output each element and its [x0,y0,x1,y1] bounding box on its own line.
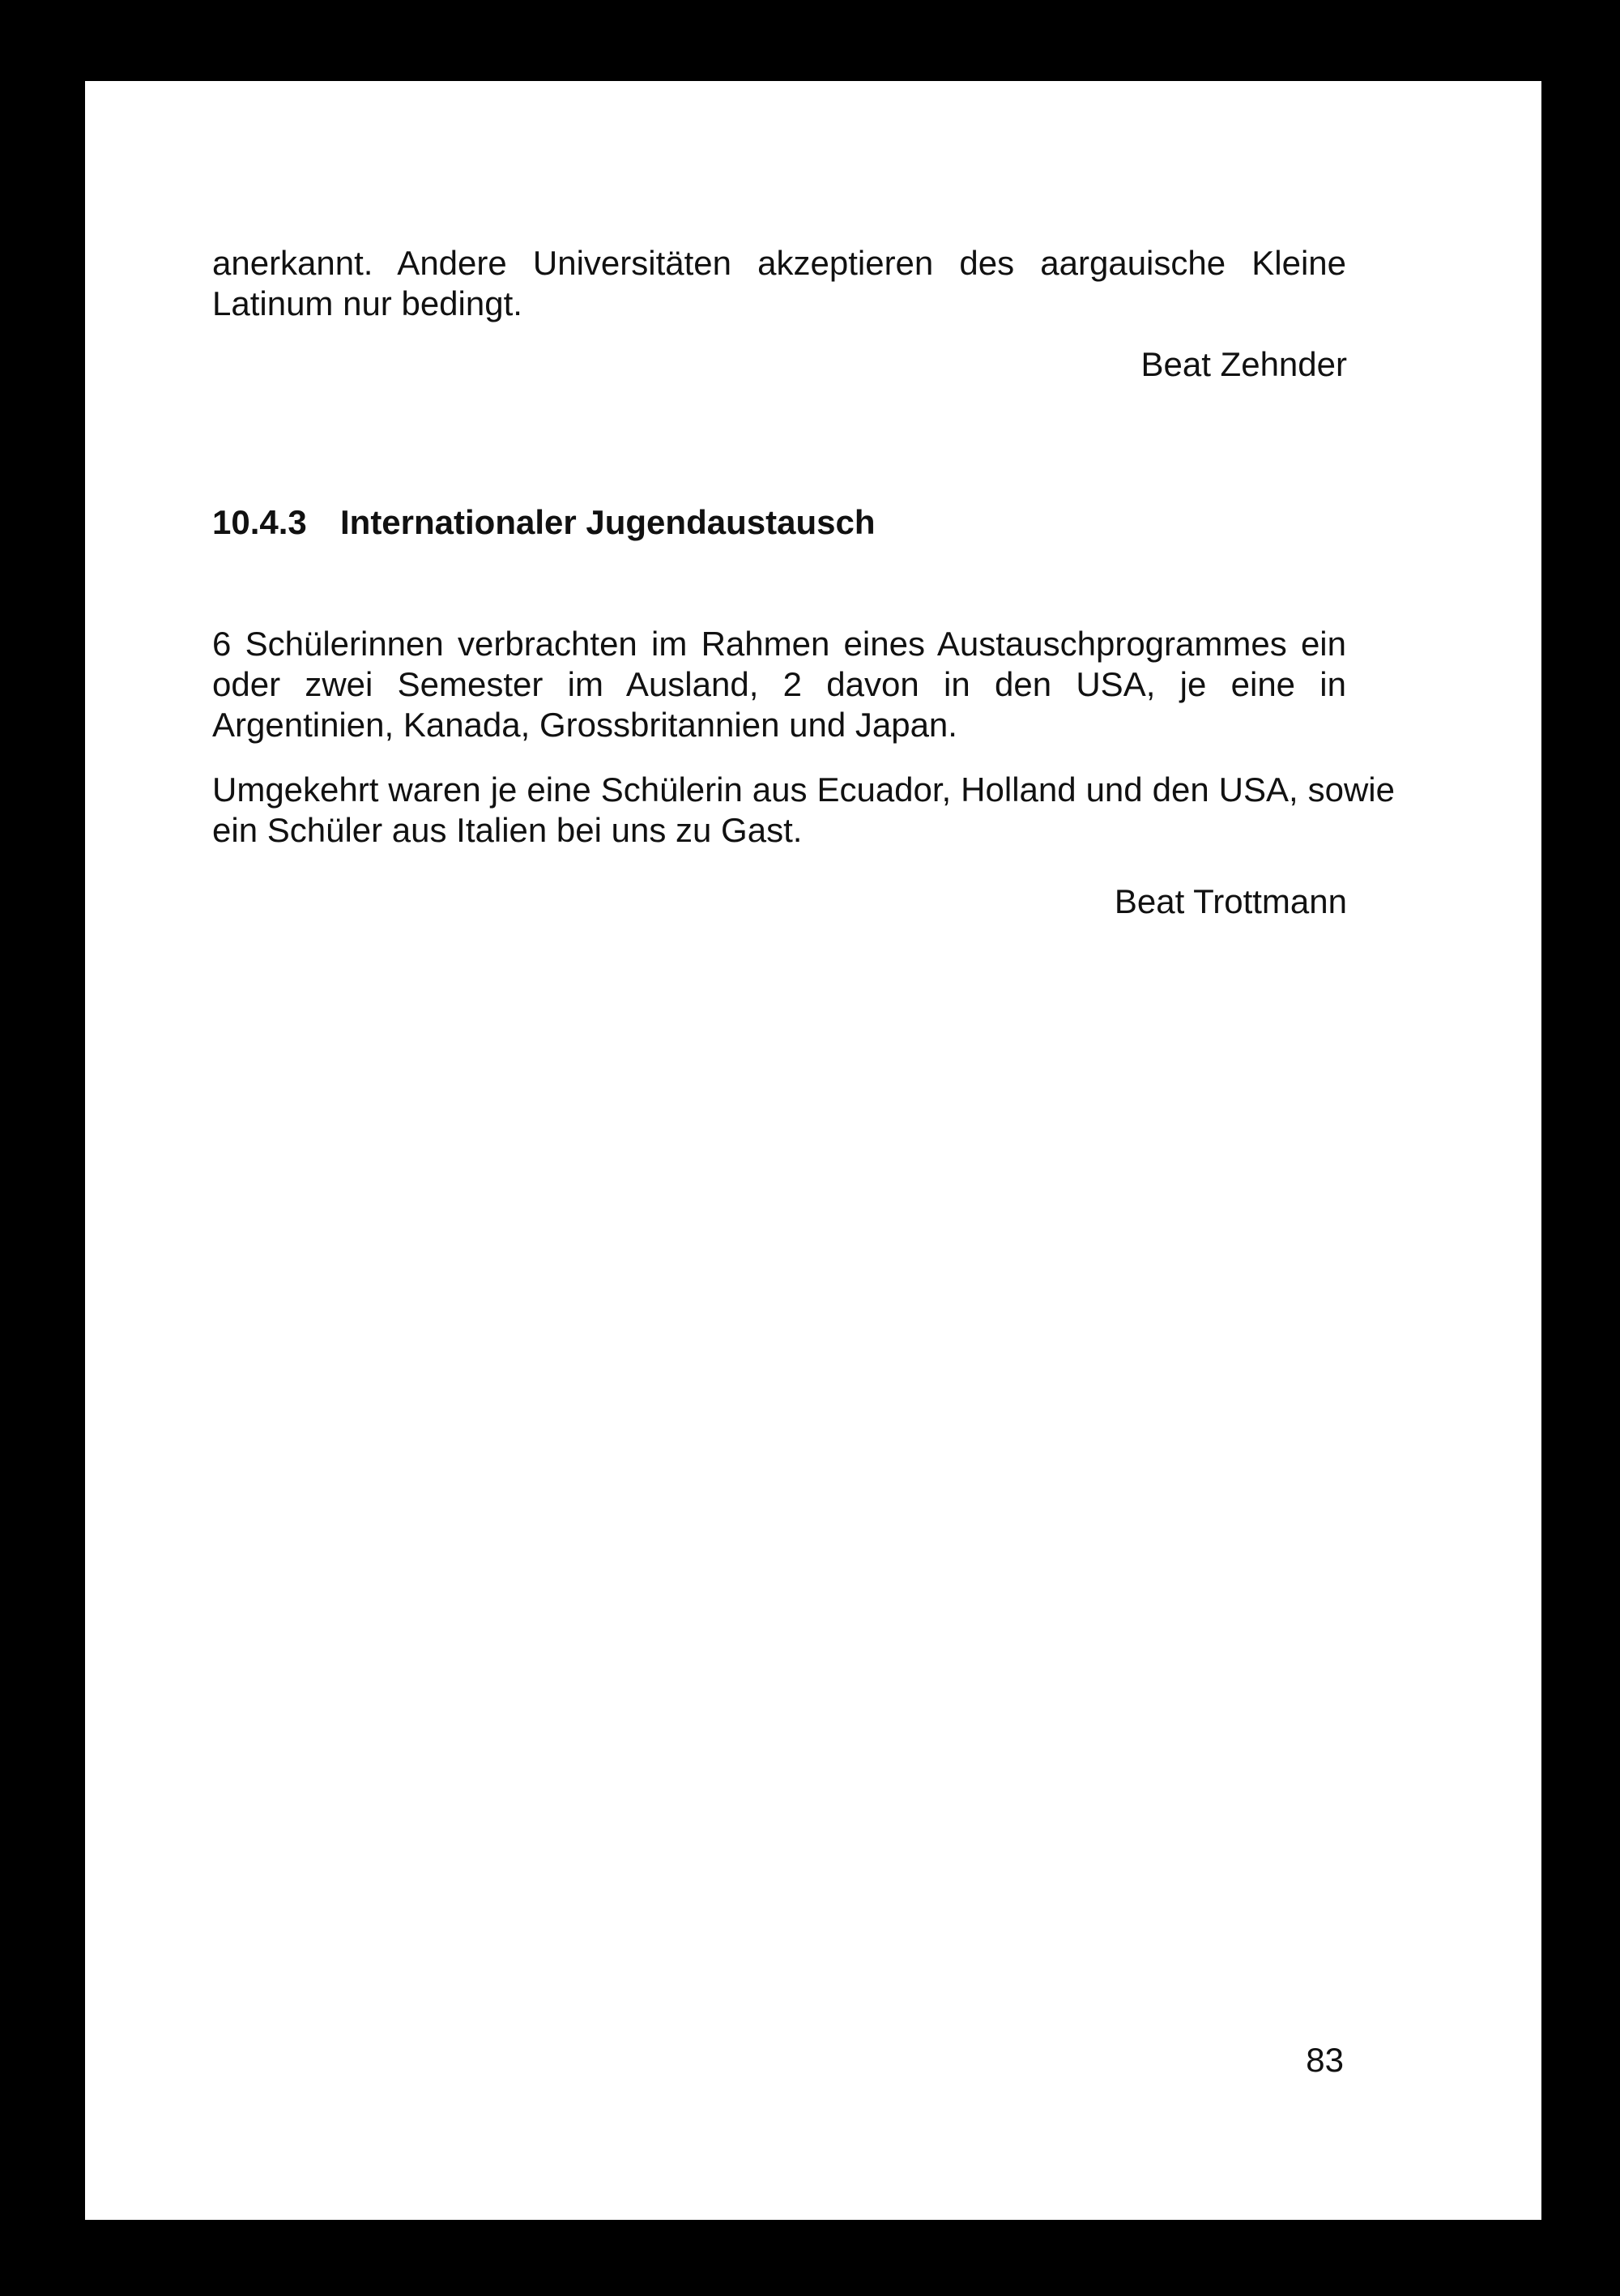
previous-section-paragraph: anerkannt. Andere Universitäten akzeptieren des aargauische Kleine Latinum nur bedingt. [212,244,1346,322]
section-paragraph-1: 6 Schülerinnen verbrachten im Rahmen eines Austauschprogrammes ein oder zwei Semester im Ausland, 2 davon in den USA, je eine in Argentinien, Kanada, Grossbritannien und Japan. [212,625,1346,744]
section-paragraph-2: Umgekehrt waren je eine Schülerin aus Ecuador, Holland und den USA, sowie ein Schüler aus Italien bei uns zu Gast. [212,770,1395,849]
previous-section-author: Beat Zehnder [1140,345,1347,383]
document-page [85,81,1541,2220]
section-author: Beat Trottmann [1114,882,1347,920]
section-title: Internationaler Jugendaustausch [340,503,876,541]
section-number: 10.4.3 [212,503,307,541]
page-number: 83 [1306,2041,1344,2079]
section-heading [212,502,875,543]
